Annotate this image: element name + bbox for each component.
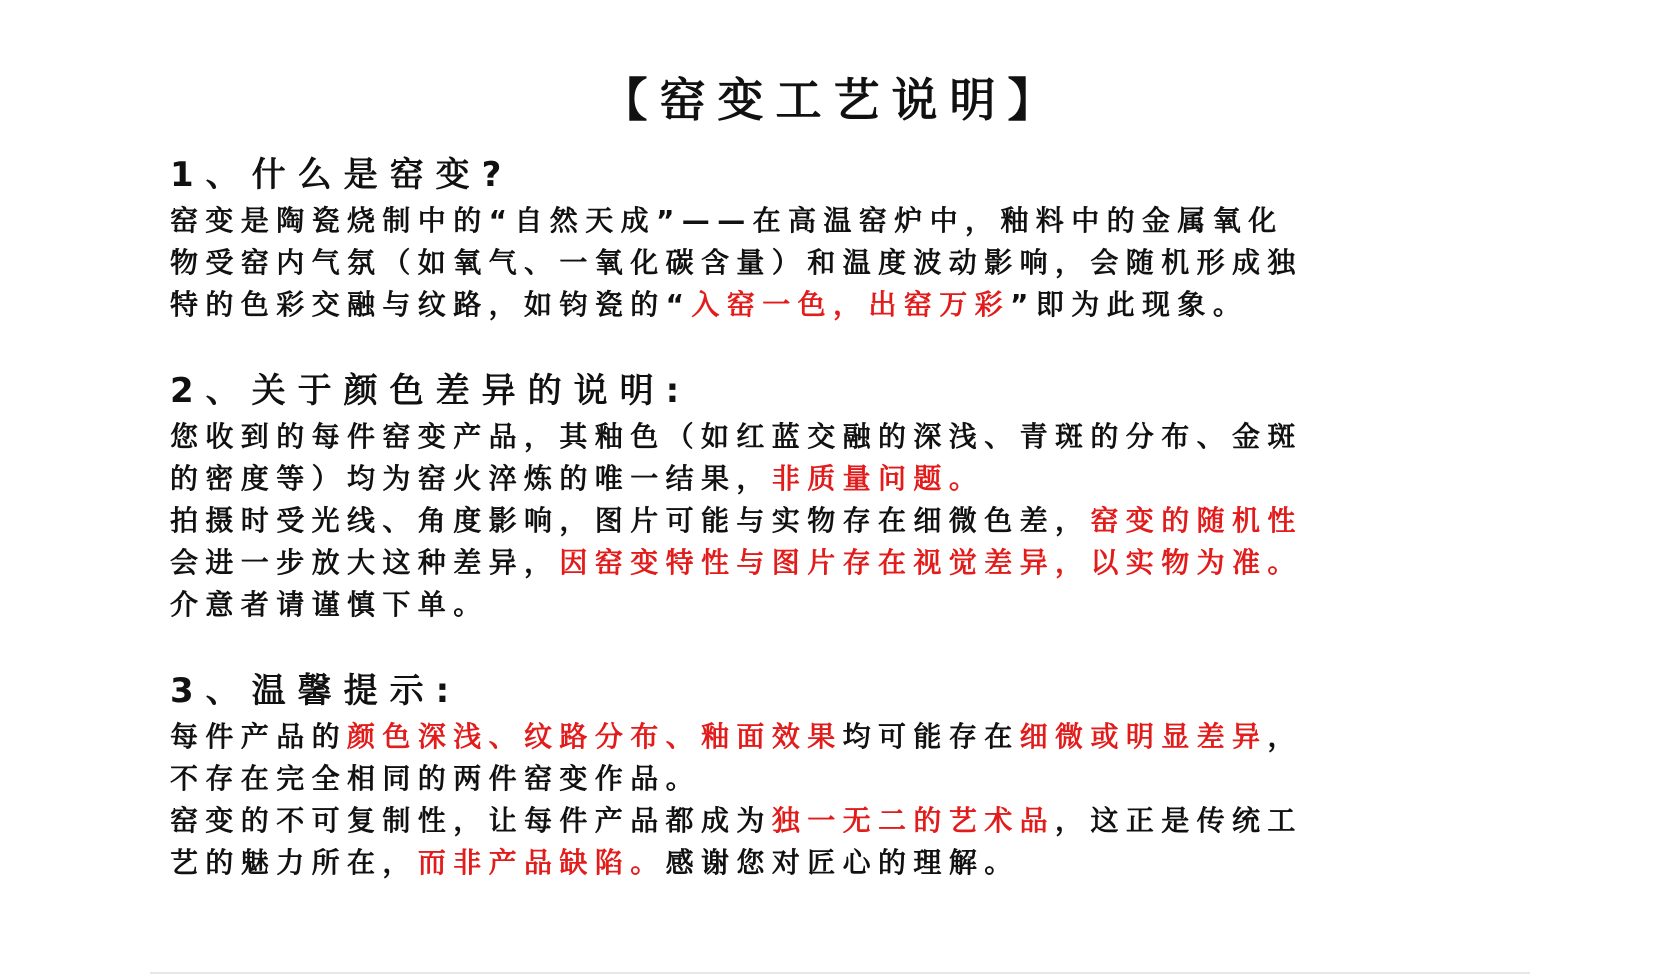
section-body <box>170 416 1510 626</box>
section-warm-tips <box>170 666 1510 884</box>
body-text: 特的色彩交融与纹路，如钧瓷的“ <box>170 288 692 321</box>
body-text: 每件产品的 <box>170 720 348 753</box>
text-line <box>170 800 1510 842</box>
body-text: 您收到的每件窑变产品，其釉色（如红蓝交融的深浅、青斑的分布、金斑 <box>170 420 1303 453</box>
section-spacer <box>170 626 1510 666</box>
text-line <box>170 500 1510 542</box>
text-line <box>170 200 1510 242</box>
text-line <box>170 842 1510 884</box>
highlight-text: 因窑变特性与图片存在视觉差异，以实物为准。 <box>559 546 1303 579</box>
section-what-is-kiln-change <box>170 150 1510 326</box>
body-text: 窑变是陶瓷烧制中的“自然天成”——在高温窑炉中，釉料中的金属氧化 <box>170 204 1284 237</box>
body-text: ”即为此现象。 <box>1010 288 1249 321</box>
highlight-text: 而非产品缺陷。 <box>417 846 666 879</box>
body-text: ， <box>1267 720 1303 753</box>
text-line <box>170 458 1510 500</box>
highlight-text: 入窑一色，出窑万彩 <box>691 288 1011 321</box>
section-color-difference <box>170 366 1510 626</box>
section-body <box>170 200 1510 326</box>
body-text: 介意者请谨慎下单。 <box>170 588 489 621</box>
text-line <box>170 584 1510 626</box>
section-heading: 2、关于颜色差异的说明: <box>170 371 692 411</box>
highlight-text: 独一无二的艺术品 <box>771 804 1056 837</box>
text-line <box>170 242 1510 284</box>
highlight-text: 窑变的随机性 <box>1090 504 1303 537</box>
body-text: 会进一步放大这种差异， <box>170 546 560 579</box>
body-text: 均可能存在 <box>842 720 1020 753</box>
highlight-text: 细微或明显差异 <box>1019 720 1268 753</box>
body-text: 物受窑内气氛（如氧气、一氧化碳含量）和温度波动影响，会随机形成独 <box>170 246 1303 279</box>
body-text: 感谢您对匠心的理解。 <box>665 846 1020 879</box>
body-text: 窑变的不可复制性，让每件产品都成为 <box>170 804 772 837</box>
text-line <box>170 284 1510 326</box>
body-text: 的密度等）均为窑火淬炼的唯一结果， <box>170 462 772 495</box>
body-text: ，这正是传统工 <box>1055 804 1303 837</box>
text-line <box>170 758 1510 800</box>
section-body <box>170 716 1510 884</box>
section-heading: 3、温馨提示: <box>170 671 462 711</box>
bottom-divider <box>150 972 1530 974</box>
highlight-text: 颜色深浅、纹路分布、釉面效果 <box>347 720 843 753</box>
notice-content <box>170 150 1510 884</box>
text-line <box>170 716 1510 758</box>
text-line <box>170 416 1510 458</box>
body-text: 艺的魅力所在， <box>170 846 418 879</box>
section-spacer <box>170 326 1510 366</box>
page-title: 【窑变工艺说明】 <box>601 73 1066 127</box>
text-line <box>170 542 1510 584</box>
highlight-text: 非质量问题。 <box>771 462 985 495</box>
section-heading: 1、什么是窑变? <box>170 155 514 195</box>
body-text: 拍摄时受光线、角度影响，图片可能与实物存在细微色差， <box>170 504 1091 537</box>
body-text: 不存在完全相同的两件窑变作品。 <box>170 762 702 795</box>
